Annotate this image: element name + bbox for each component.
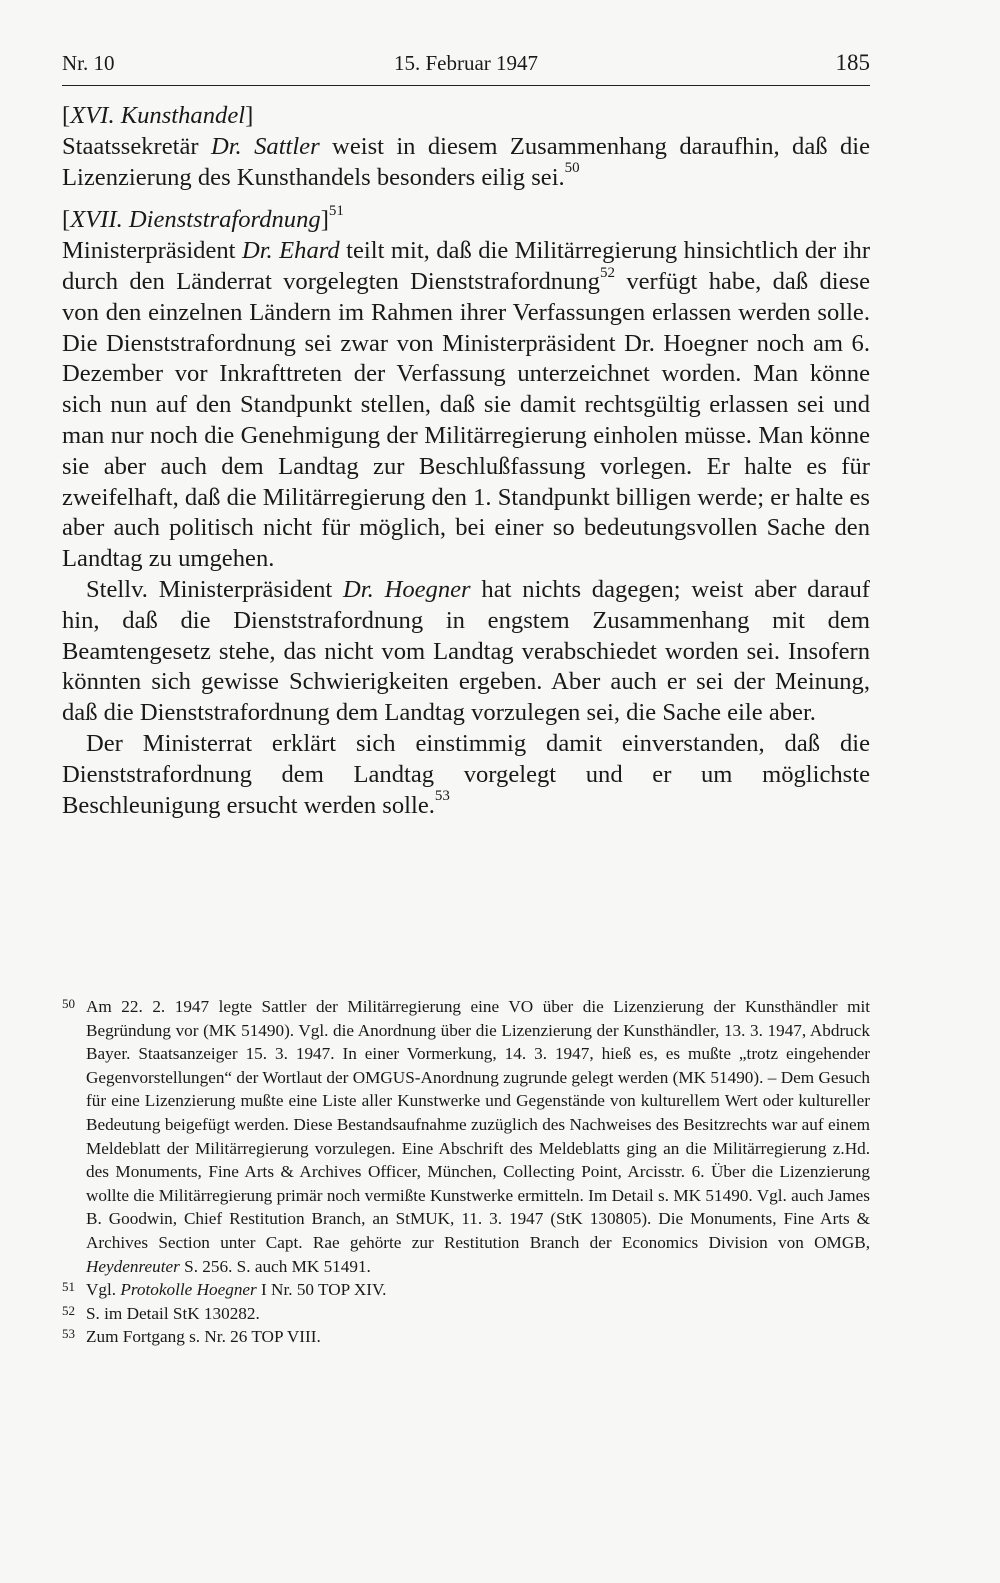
- footnote-51: [62, 1278, 870, 1302]
- citation-italic: Protokolle Hoegner: [120, 1280, 257, 1300]
- text-run: Am 22. 2. 1947 legte Sattler der Militärregierung eine VO über die Lizenzierung der Kunsthändler mit Begründung vor (MK 51490). Vgl. die Anordnung über die Lizenzierung der Kunsthändler, 13. 3. 1947, Abdruck Bayer. Staatsanzeiger 15. 3. 1947. In einer Vormerkung, 14. 3. 1947, hieß es, es mußte „trotz eingehender Gegenvorstellungen“ der Wortlaut der OMGUS-Anordnung zugrunde gelegt werden (MK 51490). – Dem Gesuch für eine Lizenzierung mußte eine Liste aller Kunstwerke und Gegenstände von kulturellem Wert oder kultureller Bedeutung beigefügt werden. Diese Bestandsaufnahme zuzüglich des Nachweises des Besitzrechts war auf einem Meldeblatt der Militärregierung vorzulegen. Eine Abschrift des Meldeblatts ging an die Militärregierung z.Hd. des Monuments, Fine Arts & Archives Officer, München, Collecting Point, Arcisstr. 6. Über die Lizenzierung wollte die Militärregierung primär noch vermißte Kunstwerke ermitteln. Im Detail s. MK 51490. Vgl. auch James B. Goodwin, Chief Restitution Branch, an StMUK, 11. 3. 1947 (StK 130805). Die Monuments, Fine Arts & Archives Section unter Capt. Rae gehörte zur Restitution Branch der Economics Division von OMGB,: [86, 997, 870, 1252]
- header-rule: [62, 85, 870, 86]
- title-dr: Dr.: [210, 132, 242, 160]
- document-number: Nr. 10: [62, 51, 115, 75]
- text-run: Ministerpräsident: [62, 237, 242, 265]
- paragraph-xvii-2: [62, 575, 870, 729]
- text-run: S. 256. S. auch MK 51491.: [179, 1256, 371, 1276]
- text-run: Der Ministerrat erklärt sich einstimmig damit einverstanden, daß die Dienststrafordnung dem Landtag vorgelegt und er um möglichste Beschleunigung ersucht werden solle.: [62, 729, 870, 819]
- text-run: Stellv. Ministerpräsident: [86, 575, 344, 603]
- text-run: weist in diesem Zusammenhang daraufhin, daß die Lizenzierung des Kunsthandels besonders eilig sei.: [62, 132, 870, 191]
- footnote-text: [86, 1278, 870, 1302]
- page-number: 185: [835, 50, 870, 75]
- title-dr: Dr.: [343, 575, 374, 603]
- paragraph-xvi-1: [62, 132, 870, 194]
- footnote-ref-52: 52: [599, 264, 615, 281]
- footnote-text: Zum Fortgang s. Nr. 26 TOP VIII.: [86, 1327, 321, 1347]
- footnote-50: [62, 995, 870, 1278]
- footnote-ref-53: 53: [434, 788, 450, 805]
- text-run: I Nr. 50 TOP XIV.: [256, 1280, 387, 1300]
- footnotes: [62, 995, 870, 1349]
- section-title-xvi: XVI. Kunsthandel: [70, 102, 246, 129]
- footnote-number: 53: [62, 1326, 75, 1342]
- section-gap: [62, 193, 870, 205]
- person-name: Hoegner: [384, 575, 471, 603]
- document-date: 15. Februar 1947: [393, 51, 539, 75]
- text-run: verfügt habe, daß diese von den einzelnen Ländern im Rahmen ihrer Verfassungen erlassen werden solle. Die Dienststrafordnung sei zwar von Ministerpräsident Dr. Hoegner noch am 6. Dezember vor Inkrafttreten der Verfassung unterzeichnet worden. Man könne sich nun auf den Standpunkt stellen, daß sie damit rechtsgültig erlassen sei und man nur noch die Genehmigung der Militärregierung einholen müsse. Man könne sie aber auch dem Landtag zur Beschlußfassung vorlegen. Er halte es für zweifelhaft, daß die Militärregierung den 1. Standpunkt billigen werde; er halte es aber auch politisch nicht für möglich, bei einer so bedeutungsvollen Sache den Landtag zu umgehen.: [62, 267, 870, 573]
- citation-italic: Heydenreuter: [86, 1256, 180, 1276]
- person-name: Sattler: [254, 132, 320, 160]
- footnote-ref-51: 51: [328, 203, 344, 220]
- page: [62, 45, 870, 821]
- footnote-text: S. im Detail StK 130282.: [86, 1303, 260, 1323]
- running-head: [62, 45, 870, 81]
- footnote-53: [62, 1325, 870, 1349]
- text-run: hat nichts dagegen; weist aber darauf hin, daß die Dienststrafordnung in engstem Zusammenhang mit dem Beamtengesetz stehe, das nicht vom Landtag verabschiedet worden sei. Insofern könnten sich gewisse Schwierigkeiten ergeben. Aber auch er sei der Meinung, daß die Dienststrafordnung dem Landtag vorzulegen sei, die Sache eile aber.: [62, 575, 870, 727]
- footnote-number: 50: [62, 996, 75, 1011]
- footnote-number: 52: [62, 1302, 75, 1318]
- text-run: Staatssekretär: [62, 132, 211, 160]
- footnote-ref-50: 50: [564, 160, 580, 177]
- text-run: teilt mit, daß die Militärregierung hinsichtlich der ihr durch den Länderrat vorgelegten Dienststrafordnung: [62, 237, 871, 295]
- paragraph-xvii-1: [62, 236, 870, 575]
- main-text: [62, 101, 870, 821]
- section-title-xvii: XVII. Dienststrafordnung: [70, 206, 321, 234]
- person-name: Ehard: [279, 237, 340, 265]
- footnote-number: 51: [62, 1279, 75, 1295]
- section-heading-xvii: [XVII. Dienststrafordnung]$^{51}$: [62, 203, 344, 234]
- footnote-text: [86, 995, 870, 1278]
- text-run: Vgl.: [86, 1280, 121, 1300]
- title-dr: Dr.: [241, 237, 273, 265]
- section-heading-xvi: [XVI. Kunsthandel]: [62, 102, 254, 129]
- paragraph-xvii-3: [62, 729, 870, 821]
- footnote-52: [62, 1302, 870, 1326]
